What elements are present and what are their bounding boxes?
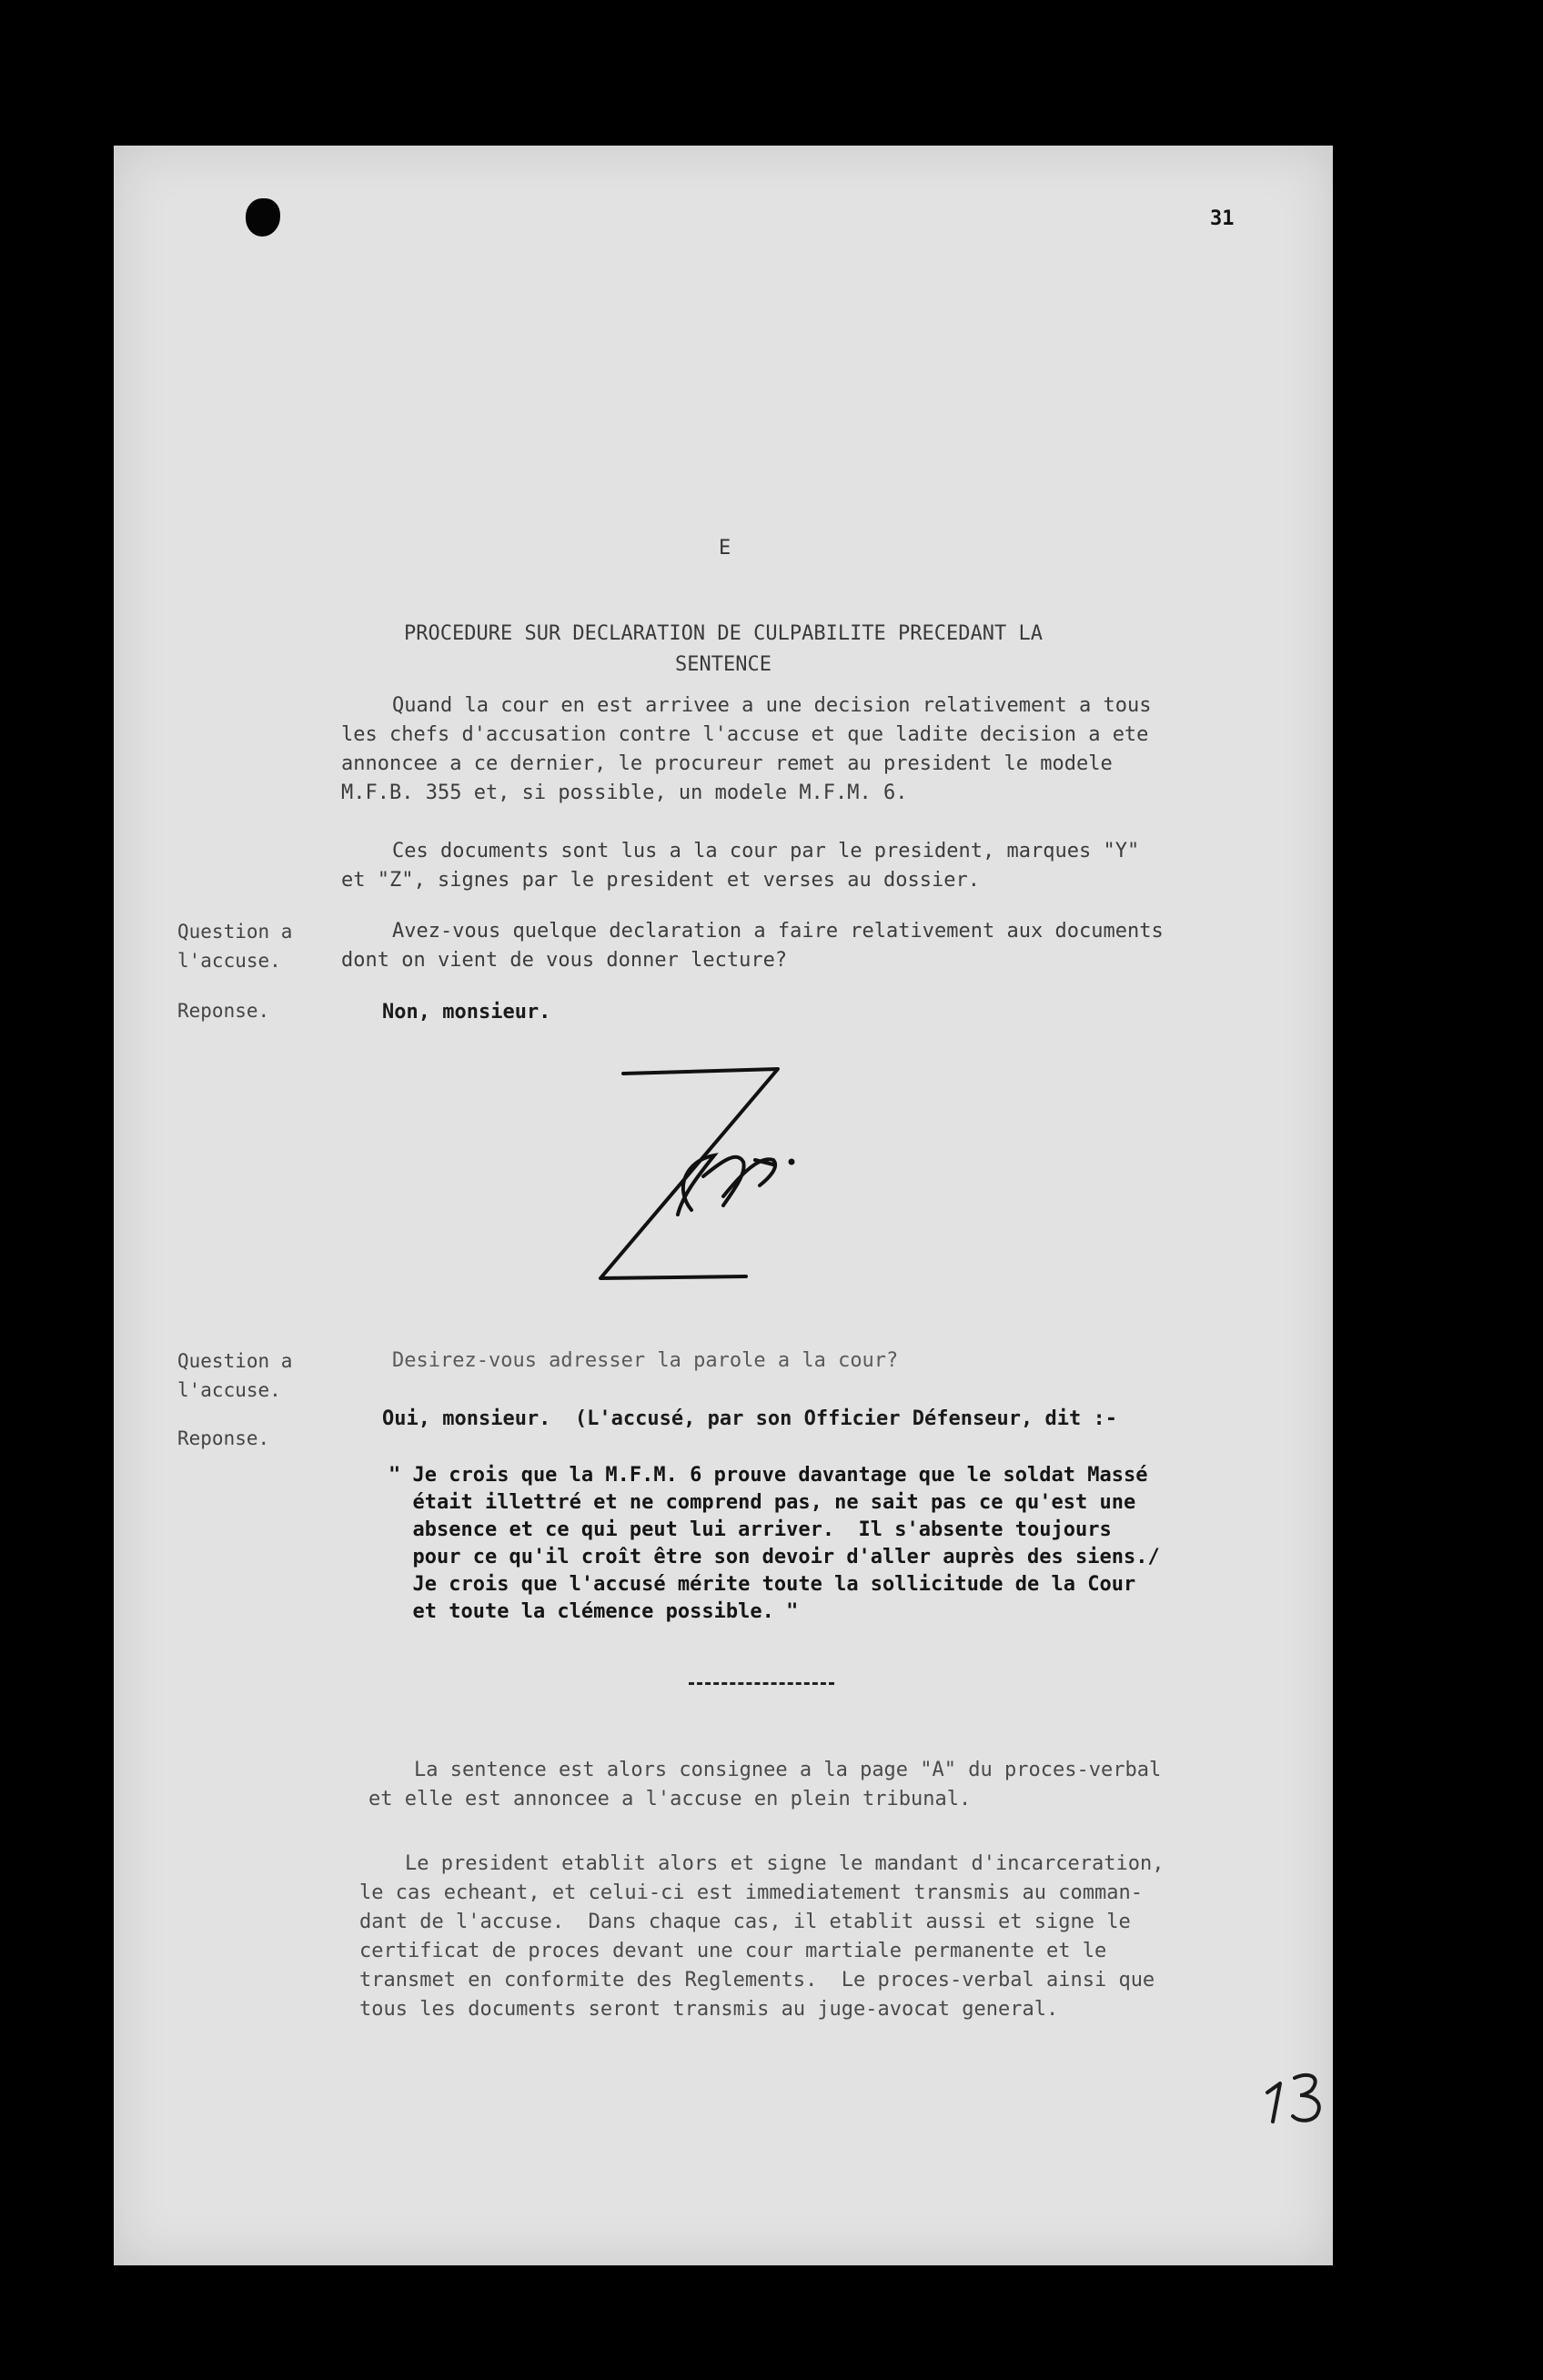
paragraph-line: dant de l'accuse. Dans chaque cas, il etablit aussi et signe le bbox=[359, 1911, 1131, 1933]
paragraph-line: tous les documents seront transmis au juge-avocat general. bbox=[359, 1998, 1059, 2021]
answer-text: Non, monsieur. bbox=[382, 1001, 551, 1024]
quote-line: " Je crois que la M.F.M. 6 prouve davantage que le soldat Massé bbox=[388, 1464, 1148, 1487]
handwritten-folio-number bbox=[1260, 2065, 1333, 2129]
label-line: l'accuse. bbox=[177, 1379, 281, 1401]
answer-text: Oui, monsieur. (L'accusé, par son Officier Défenseur, dit :- bbox=[382, 1407, 1117, 1430]
section-title bbox=[368, 619, 1078, 681]
question-text bbox=[341, 917, 1333, 975]
section-letter: E bbox=[719, 537, 731, 560]
final-paragraph bbox=[359, 1850, 1324, 2024]
documents-paragraph bbox=[341, 837, 1333, 895]
punch-hole bbox=[246, 198, 280, 237]
paragraph-line: Avez-vous quelque declaration a faire relativement aux documents bbox=[392, 920, 1164, 943]
defense-statement bbox=[388, 1462, 1335, 1626]
paragraph-line: Quand la cour en est arrivee a une decision relativement a tous bbox=[392, 694, 1152, 717]
paragraph-line: Ces documents sont lus a la cour par le president, marques "Y" bbox=[392, 840, 1140, 862]
paragraph-line: le cas echeant, et celui-ci est immediatement transmis au comman- bbox=[359, 1881, 1143, 1904]
question-label bbox=[177, 1346, 292, 1405]
document-page bbox=[114, 146, 1333, 2265]
paragraph-line: La sentence est alors consignee a la page "A" du proces-verbal bbox=[414, 1759, 1162, 1781]
paragraph-line: M.F.B. 355 et, si possible, un modele M.F.M. 6. bbox=[341, 782, 908, 804]
label-line: l'accuse. bbox=[177, 950, 281, 972]
paragraph-line: Le president etablit alors et signe le mandant d'incarceration, bbox=[405, 1852, 1165, 1875]
page-number: 31 bbox=[1210, 207, 1235, 230]
paragraph-line: et "Z", signes par le president et verses au dossier. bbox=[341, 869, 980, 892]
title-line: PROCEDURE SUR DECLARATION DE CULPABILITE PRECEDANT LA bbox=[404, 622, 1043, 645]
question-text: Desirez-vous adresser la parole a la cour? bbox=[392, 1349, 899, 1372]
paragraph-line: les chefs d'accusation contre l'accuse et que ladite decision a ete bbox=[341, 723, 1149, 746]
label-line: Question a bbox=[177, 1350, 293, 1372]
sentence-paragraph bbox=[368, 1756, 1333, 1814]
paragraph-line: transmet en conformite des Reglements. Le proces-verbal ainsi que bbox=[359, 1969, 1155, 1992]
quote-line: Je crois que l'accusé mérite toute la sollicitude de la Cour bbox=[388, 1573, 1136, 1596]
quote-line: absence et ce qui peut lui arriver. Il s'absente toujours bbox=[388, 1518, 1112, 1541]
label-line: Question a bbox=[177, 921, 293, 943]
question-label bbox=[177, 917, 292, 975]
quote-line: pour ce qu'il croît être son devoir d'aller auprès des siens./ bbox=[388, 1546, 1160, 1568]
paragraph-line: certificat de proces devant une cour martiale permanente et le bbox=[359, 1940, 1107, 1962]
answer-label: Reponse. bbox=[177, 1000, 270, 1022]
paragraph-line: annoncee a ce dernier, le procureur remet au president le modele bbox=[341, 752, 1113, 775]
answer-label: Reponse. bbox=[177, 1427, 270, 1449]
quote-line: et toute la clémence possible. " bbox=[388, 1600, 799, 1623]
section-divider bbox=[689, 1682, 834, 1685]
intro-paragraph bbox=[341, 691, 1333, 808]
paragraph-line: et elle est annoncee a l'accuse en plein tribunal. bbox=[368, 1788, 972, 1810]
title-line: SENTENCE bbox=[675, 653, 772, 676]
paragraph-line: dont on vient de vous donner lecture? bbox=[341, 949, 788, 972]
quote-line: était illettré et ne comprend pas, ne sait pas ce qu'est une bbox=[388, 1491, 1136, 1514]
handwritten-signature bbox=[587, 1060, 914, 1296]
